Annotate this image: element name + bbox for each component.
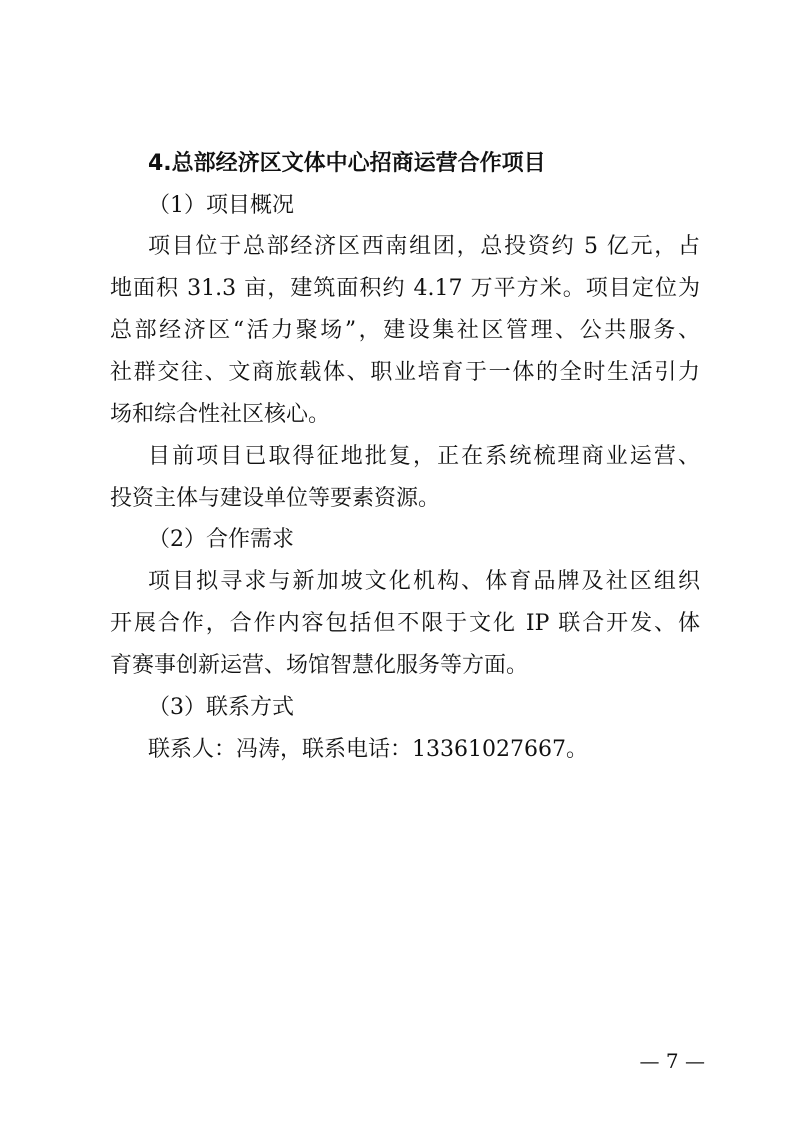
subsection-title-cooperation: （2）合作需求 (148, 527, 294, 552)
paragraph-line: 总部经济区“活力聚场”，建设集社区管理、公共服务、 (110, 318, 700, 343)
paragraph-line: 项目拟寻求与新加坡文化机构、体育品牌及社区组织 (148, 569, 700, 594)
paragraph-line: 地面积 31.3 亩，建筑面积约 4.17 万平方米。项目定位为 (110, 276, 700, 301)
paragraph-line: 项目位于总部经济区西南组团，总投资约 5 亿元，占 (148, 234, 700, 259)
paragraph-line: 场和综合性社区核心。 (110, 402, 331, 427)
paragraph-line: 目前项目已取得征地批复，正在系统梳理商业运营、 (148, 444, 700, 469)
paragraph-line: 开展合作，合作内容包括但不限于文化 IP 联合开发、体 (110, 611, 700, 636)
subsection-title-overview: （1）项目概况 (148, 193, 294, 218)
page-number: — 7 — (639, 1049, 705, 1073)
contact-line: 联系人：冯涛，联系电话：13361027667。 (148, 737, 588, 762)
paragraph-line: 育赛事创新运营、场馆智慧化服务等方面。 (110, 653, 529, 678)
section-heading: 4.总部经济区文体中心招商运营合作项目 (148, 151, 546, 176)
paragraph-line: 投资主体与建设单位等要素资源。 (110, 486, 441, 511)
subsection-title-contact: （3）联系方式 (148, 695, 294, 720)
paragraph-line: 社群交往、文商旅载体、职业培育于一体的全时生活引力 (110, 360, 700, 385)
